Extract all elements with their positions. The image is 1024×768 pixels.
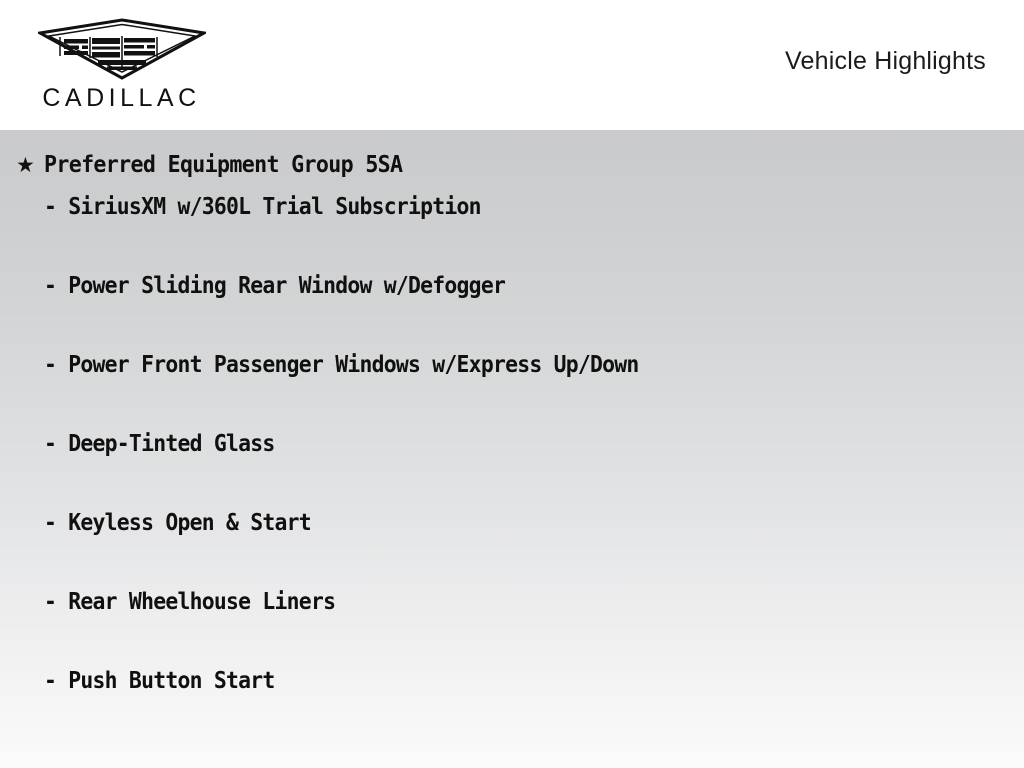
list-item-label: - Power Front Passenger Windows w/Express Up/Down bbox=[44, 352, 639, 378]
brand-block bbox=[14, 18, 229, 113]
list-item bbox=[0, 273, 1024, 352]
star-icon: ★ bbox=[16, 154, 35, 177]
brand-name: CADILLAC bbox=[42, 84, 201, 112]
list-item bbox=[0, 352, 1024, 431]
cadillac-crest-icon bbox=[38, 18, 206, 80]
highlights-list bbox=[0, 130, 1024, 747]
equipment-group-label: Preferred Equipment Group 5SA bbox=[44, 152, 403, 178]
list-item-label: - Keyless Open & Start bbox=[44, 510, 311, 536]
list-item bbox=[0, 668, 1024, 747]
list-item-label: - Rear Wheelhouse Liners bbox=[44, 589, 336, 615]
page-title: Vehicle Highlights bbox=[785, 47, 986, 75]
list-item bbox=[0, 510, 1024, 589]
list-item-label: - Power Sliding Rear Window w/Defogger bbox=[44, 273, 506, 299]
list-item-label: - Push Button Start bbox=[44, 668, 275, 694]
list-item bbox=[0, 431, 1024, 510]
list-item bbox=[0, 194, 1024, 273]
page-header bbox=[0, 0, 1024, 130]
list-item-group bbox=[0, 130, 1024, 194]
list-item bbox=[0, 589, 1024, 668]
list-item-label: - SiriusXM w/360L Trial Subscription bbox=[44, 194, 481, 220]
list-item-label: - Deep-Tinted Glass bbox=[44, 431, 275, 457]
highlights-content bbox=[0, 130, 1024, 768]
